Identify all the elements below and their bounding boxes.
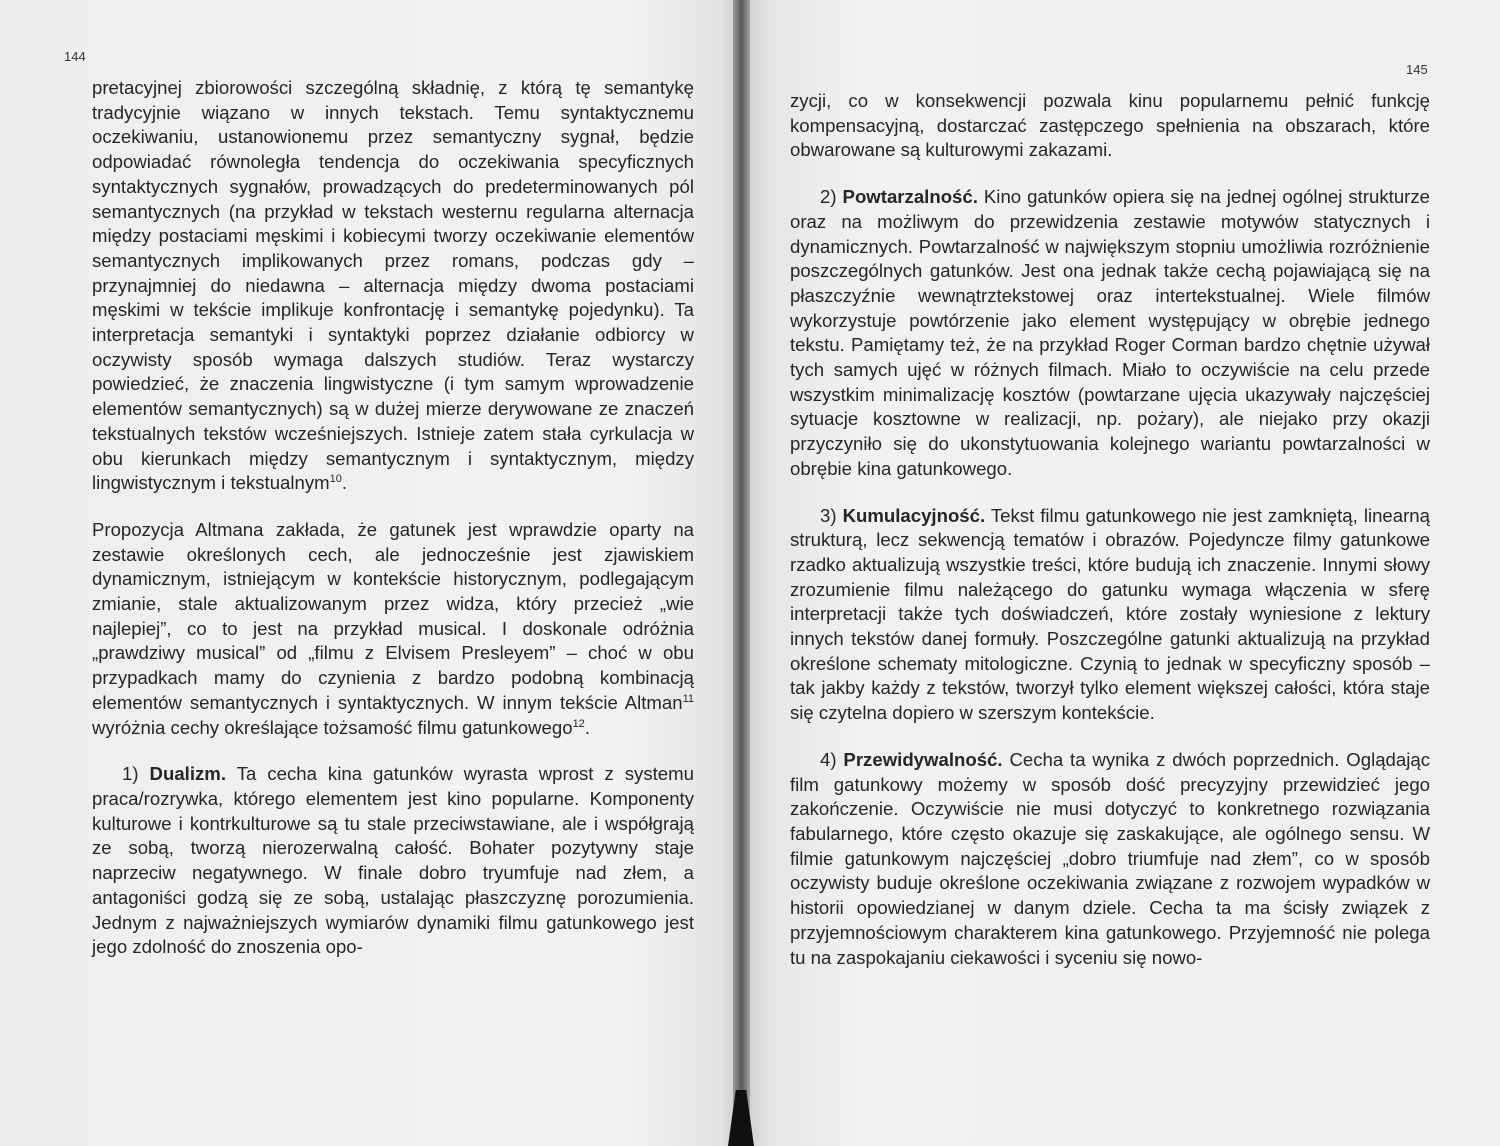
paragraph-cumulativeness: 3) Kumulacyjność. Tekst filmu gatunkowego nie jest zamkniętą, linearną strukturą, lecz sekwencją tematów i obrazów. Pojedyncze filmy gatunkowe rzadko aktualizują wszystkie treści, które budują ich znaczenie. Innymi słowy zrozumienie filmu należącego do gatunku wymaga włączenia w sferę interpretacji także tych doświadczeń, które zostały wyniesione z lektury innych tekstów danej formuły. Poszczególne gatunki aktualizują na przykład określone schematy mitologiczne. Czynią to jednak w specyficzny sposób – tak jakby każdy z tekstów, tworzył tylko element większej całości, która staje się czytelna dopiero w szerszym kontekście.: [790, 504, 1430, 724]
paragraph-dualism: 1) Dualizm. Ta cecha kina gatunków wyrasta wprost z systemu praca/rozrywka, którego elementem jest kino popularne. Komponenty kulturowe i kontrkulturowe są tu stale przeciwstawiane, ale i współgrają ze sobą, tworzą nierozerwalną całość. Bohater pozytywny staje naprzeciw negatywnego. W finale dobro tryumfuje nad złem, a antagoniści godzą się ze sobą, ustalając płaszczyznę porozumienia. Jednym z najważniejszych wymiarów dynamiki filmu gatunkowego jest jego zdolność do znoszenia opo-: [92, 763, 694, 958]
book-gutter: [733, 0, 750, 1146]
footnote-ref: 10: [329, 473, 342, 486]
footnote-ref: 11: [682, 692, 694, 705]
paragraph: Propozycja Altmana zakłada, że gatunek jest wprawdzie oparty na zestawie określonych cech, ale jednocześnie jest zjawiskiem dynamicznym, istniejącym w kontekście historycznym, podlegającym zmianie, stale aktualizowanym przez widza, który przecież „wie najlepiej”, co to jest na przykład musical. I doskonale odróżnia „prawdziwy musical” od „filmu z Elvisem Presleyem” – choć w obu przypadkach mamy do czynienia z bardzo podobną kombinacją elementów semantycznych i syntaktycznych. W innym tekście Altman$^{11}$ wyróżnia cechy określające tożsamość filmu gatunkowego$^{12}$.: [92, 518, 694, 738]
page-number: 144: [64, 49, 86, 64]
paragraph: zycji, co w konsekwencji pozwala kinu popularnemu pełnić funkcję kompensacyjną, dostarczać zastępczego spełnienia na obszarach, które obwarowane są kulturowymi zakazami.: [790, 90, 1430, 161]
paragraph-repetition: 2) Powtarzalność. Kino gatunków opiera się na jednej ogólnej strukturze oraz na możliwym do przewidzenia zestawie motywów statycznych i dynamicznych. Powtarzalność w największym stopniu umożliwia rozróżnienie poszczególnych gatunków. Jest ona jednak także cechą pojawiającą się na płaszczyźnie wewnątrztekstowej oraz intertekstualnej. Wiele filmów wykorzystuje powtórzenie jako element występujący w obrębie jednego tekstu. Pamiętamy też, że na przykład Roger Corman bardzo chętnie używał tych samych ujęć w różnych filmach. Miało to oczywiście na celu przede wszystkim minimalizację kosztów (powtarzane ujęcia ukazywały najczęściej sytuacje kosztowne w realizacji, np. pożary), ale niejako przy okazji przyczyniło się do ukonstytuowania kolejnego wariantu powtarzalności w obrębie kina gatunkowego.: [790, 186, 1430, 479]
right-page-text: [790, 89, 1430, 970]
page-number: 145: [1406, 62, 1428, 77]
left-page-text: [92, 76, 694, 960]
section-heading: Kumulacyjność.: [842, 504, 986, 526]
footnote-ref: 12: [572, 717, 585, 730]
paragraph-predictability: 4) Przewidywalność. Cecha ta wynika z dwóch poprzednich. Oglądając film gatunkowy możemy w sposób dość precyzyjny przewidzieć jego zakończenie. Oczywiście nie musi dotyczyć to konkretnego rozwiązania fabularnego, które często okazuje się zaskakujące, ale ogólnego sensu. W filmie gatunkowym najczęściej „dobro triumfuje nad złem”, co w sposób oczywisty buduje określone oczekiwania związane z rozwojem wypadków w historii opowiedzianej w danym dziele. Cecha ta ma ścisły związek z przyjemnościowym charakterem kina gatunkowego. Przyjemność nie polega tu na zaspokajaniu ciekawości i syceniu się nowo-: [790, 748, 1430, 968]
paragraph: pretacyjnej zbiorowości szczególną składnię, z którą tę semantykę tradycyjnie wiązano w innych tekstach. Temu syntaktycznemu oczekiwaniu, ustanowionemu przez semantyczny sygnał, będzie odpowiadać równoległa tendencja do oczekiwania specyficznych syntaktycznych sygnałów, prowadzących do predeterminowanych pól semantycznych (na przykład w tekstach westernu regularna alternacja między postaciami męskimi i kobiecymi tworzy oczekiwanie elementów semantycznych implikowanych przez romans, podczas gdy – przynajmniej do niedawna – alternacja między dwoma postaciami męskimi w tekście implikuje konfrontację i semantykę pojedynku). Ta interpretacja semantyki i syntaktyki poprzez działanie odbiorcy w oczywisty sposób wymaga dalszych studiów. Teraz wystarczy powiedzieć, że znaczenia lingwistyczne (i tym samym wprowadzenie elementów semantycznych) są w dużej mierze derywowane ze znaczeń tekstualnych tekstów wcześniejszych. Istnieje zatem stała cyrkulacja w obu kierunkach między semantycznym i syntaktycznym, między lingwistycznym i tekstualnym$^{10}$.: [92, 77, 694, 494]
section-heading: Powtarzalność.: [842, 186, 978, 208]
section-heading: Dualizm.: [149, 763, 227, 785]
section-heading: Przewidywalność.: [843, 748, 1003, 770]
